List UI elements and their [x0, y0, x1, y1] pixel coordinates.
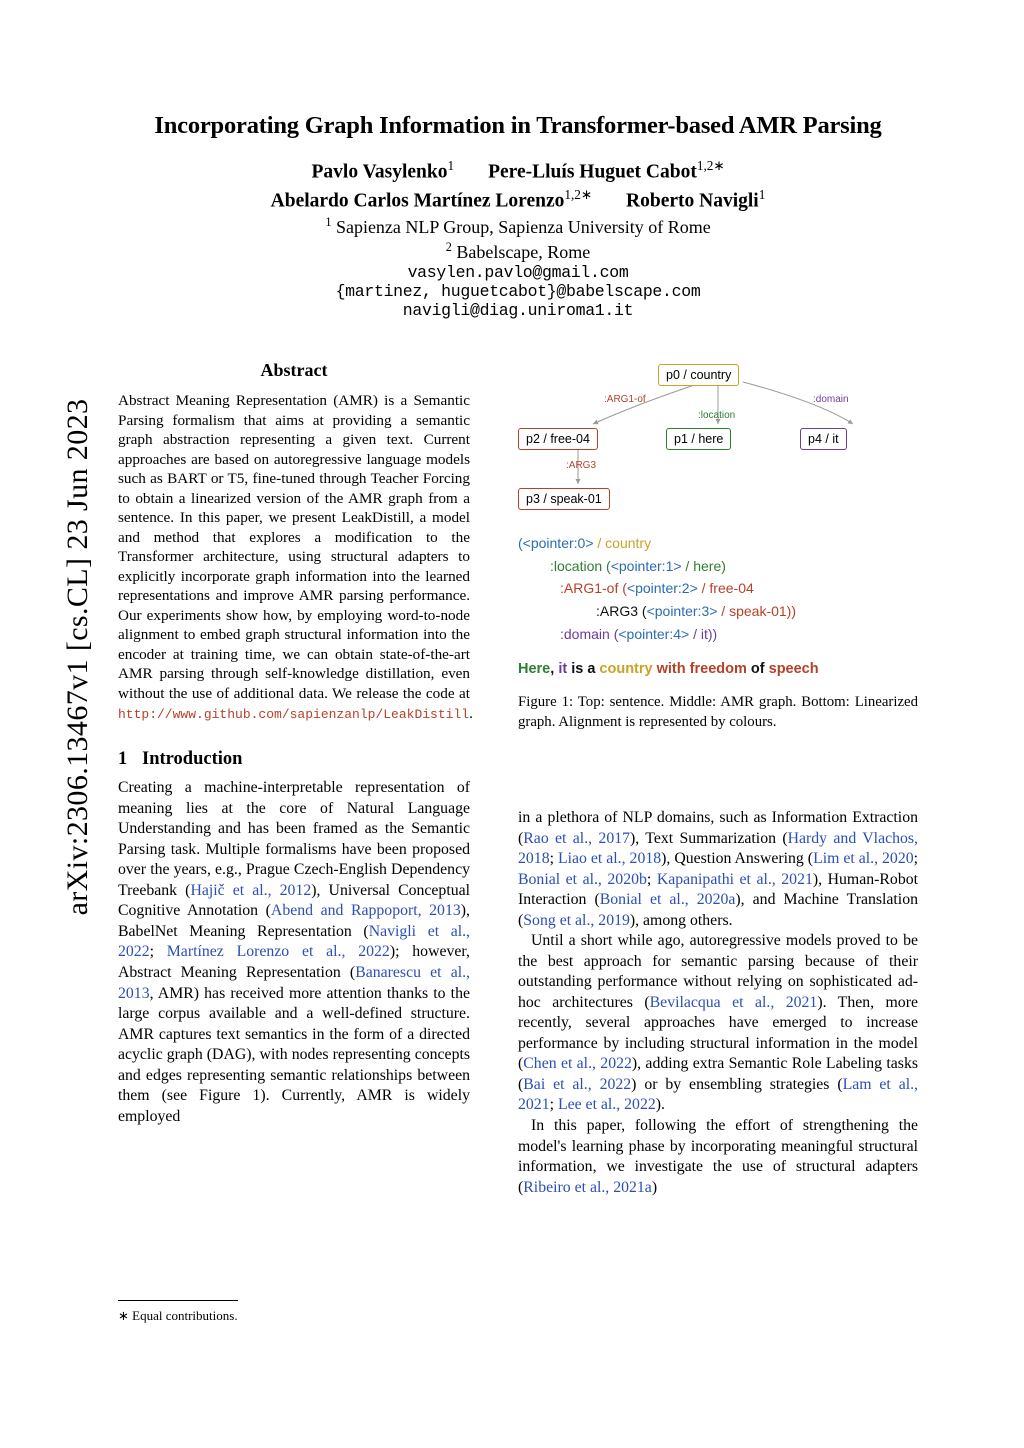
- right-paragraph-3: [518, 1116, 918, 1198]
- citation[interactable]: Hajič et al., 2012: [190, 881, 312, 899]
- text-run: ): [651, 1178, 658, 1196]
- author-name-4: Roberto Navigli: [626, 190, 759, 211]
- sentence-word-country: country: [599, 661, 653, 678]
- citation[interactable]: Lam et al., 2021: [518, 1075, 919, 1114]
- author-name-3: Abelardo Carlos Martínez Lorenzo: [270, 190, 565, 211]
- author-aff-mark-1: 1: [447, 158, 455, 173]
- code-url[interactable]: http://www.github.com/sapienzanlp/LeakDistill: [118, 706, 470, 722]
- linearized-row-4: [518, 600, 918, 623]
- arxiv-stamp: arXiv:2306.13467v1 [cs.CL] 23 Jun 2023: [61, 398, 94, 916]
- citation[interactable]: Lee et al., 2022: [557, 1096, 656, 1114]
- concept-speak-01: / speak-01)): [717, 603, 797, 620]
- author-line-2: [118, 187, 918, 213]
- citation[interactable]: Lim et al., 2020: [813, 850, 914, 868]
- abstract-text: Abstract Meaning Representation (AMR) is a Semantic Parsing formalism that aims at providing a semantic graph abstraction representing a given text. Current approaches are based on autoregressive language models such as BART or T5, fine-tuned through Teacher Forcing to obtain a linearized version of the AMR graph from a sentence. In this paper, we present LeakDistill, a model and method that explores a modification to the Transformer architecture, using structural adapters to explicitly incorporate graph information into the learned representations and improve AMR parsing performance. Our experiments show how, by employing word-to-node alignment to embed graph structural information into the encoder at training time, we can obtain state-of-the-art AMR parsing through self-knowledge distillation, even without the use of additional data. We release the code at: [118, 392, 470, 702]
- section-heading-introduction: [118, 749, 470, 770]
- pointer-4: <pointer:4>: [618, 625, 690, 642]
- linearized-row-1: [518, 532, 918, 555]
- figure-caption: Figure 1: Top: sentence. Middle: AMR graph. Bottom: Linearized graph. Alignment is represented by colours.: [518, 694, 918, 730]
- text-run: ;: [149, 943, 167, 961]
- text-run: ;: [646, 870, 657, 888]
- affiliation-2: [118, 240, 918, 263]
- relation-location: :location (: [550, 557, 611, 574]
- footnote-rule: [118, 1300, 238, 1301]
- amr-edge-location: :location: [698, 410, 736, 421]
- author-aff-mark-4: 1: [758, 186, 766, 202]
- citation[interactable]: Bonial et al., 2020a: [599, 891, 736, 909]
- sentence-word-it: it: [558, 661, 568, 678]
- text-run: ).: [655, 1096, 665, 1114]
- affiliation-1: [118, 215, 918, 238]
- pointer-0: (<pointer:0>: [518, 535, 594, 551]
- citation[interactable]: Chen et al., 2022: [523, 1055, 632, 1073]
- relation-domain: :domain (: [560, 625, 619, 642]
- left-column: [118, 360, 473, 1127]
- concept-free-04: / free-04: [697, 580, 754, 597]
- text-run: ), Text Summarization (: [630, 829, 788, 847]
- text-run: ;: [549, 850, 558, 868]
- author-line-1: [118, 158, 918, 184]
- text-run: ;: [913, 850, 919, 868]
- relation-arg1-of: :ARG1-of (: [560, 580, 627, 597]
- text-run: in a plethora of NLP domains, such as Information Extraction (: [518, 809, 918, 847]
- section-number: 1: [118, 749, 128, 770]
- right-paragraph-2: [518, 931, 918, 1116]
- text-run: In this paper, following the effort of strengthening the model's learning phase by incorporating meaningful structural information, we investigate the use of structural adapters (: [518, 1116, 918, 1196]
- text-run: , AMR) has received more attention thanks to the large corpus available and a well-defined structure. AMR captures text semantics in the form of a directed acyclic graph (DAG), with nodes representing concepts and edges representing semantic relationships between them (see Figure 1). Currently, AMR is widely employed: [118, 984, 470, 1125]
- text-run: ), adding extra Semantic Role Labeling tasks (: [518, 1055, 918, 1093]
- text-run: Creating a machine-interpretable representation of meaning lies at the core of Natural Language Understanding and has been framed as the Semantic Parsing task. Multiple formalisms have been proposed over the years, e.g., Prague Czech-English Dependency Treebank (: [118, 779, 470, 899]
- citation[interactable]: Martínez Lorenzo et al., 2022: [166, 943, 390, 961]
- affiliation-2-text: Babelscape, Rome: [451, 242, 591, 262]
- author-aff-mark-3: 1,2∗: [564, 186, 593, 202]
- right-paragraph-1: [518, 808, 918, 931]
- relation-arg3: :ARG3 (: [596, 603, 647, 620]
- citation[interactable]: Song et al., 2019: [523, 911, 630, 929]
- author-aff-mark-2: 1,2∗: [696, 158, 725, 173]
- author-name-2: Pere-Lluís Huguet Cabot: [488, 161, 697, 183]
- pointer-3: <pointer:3>: [646, 603, 718, 620]
- citation[interactable]: Rao et al., 2017: [523, 829, 631, 847]
- right-column-text: [518, 808, 918, 1198]
- amr-node-p2: p2 / free-04: [518, 428, 598, 450]
- citation[interactable]: Liao et al., 2018: [557, 850, 662, 868]
- amr-node-p3: p3 / speak-01: [518, 488, 610, 510]
- sentence-word-freedom: freedom: [689, 661, 747, 678]
- text-run: ). Then, more recently, several approaches have emerged to increase performance by including structural information in the model (: [518, 993, 918, 1073]
- amr-edge-domain: :domain: [813, 394, 849, 405]
- affiliation-2-mark: 2: [445, 240, 452, 254]
- sentence-word-a: a: [583, 661, 600, 678]
- linearized-row-2: [518, 555, 918, 578]
- abstract-body: [118, 391, 473, 723]
- author-name-1: Pavlo Vasylenko: [311, 161, 448, 183]
- concept-country: / country: [593, 535, 652, 551]
- citation[interactable]: Hardy and Vlachos, 2018: [518, 829, 918, 868]
- email-3: navigli@diag.uniroma1.it: [402, 301, 634, 320]
- abstract-heading: Abstract: [260, 360, 328, 380]
- sentence-word-speech: speech: [768, 661, 819, 678]
- email-2: {martinez, huguetcabot}@babelscape.com: [335, 282, 701, 301]
- sentence-word-with: with: [656, 661, 686, 678]
- amr-edge-arg3: :ARG3: [566, 460, 597, 471]
- text-run: ), Question Answering (: [661, 850, 814, 868]
- citation[interactable]: Kapanipathi et al., 2021: [656, 870, 813, 888]
- text-run: ), Universal Conceptual Cognitive Annotation (: [118, 881, 471, 920]
- author-block: [118, 158, 918, 320]
- sentence-punct-1: ,: [550, 661, 559, 678]
- concept-it: / it)): [689, 625, 718, 642]
- figure-sentence: [518, 661, 918, 677]
- text-run: ;: [549, 1096, 558, 1114]
- amr-edge-arg1-of: :ARG1-of: [604, 394, 646, 405]
- affiliation-1-mark: 1: [325, 215, 332, 229]
- sentence-word-is: is: [571, 661, 584, 678]
- text-run: ); however, Abstract Meaning Representation (: [118, 943, 470, 981]
- figure-1: [518, 360, 918, 732]
- citation[interactable]: Ribeiro et al., 2021a: [523, 1178, 652, 1196]
- abstract-text-end: .: [469, 704, 473, 722]
- text-run: ), and Machine Translation (: [518, 891, 918, 929]
- citation[interactable]: Bevilacqua et al., 2021: [649, 993, 818, 1011]
- text-run: Until a short while ago, autoregressive models proved to be the best approach for semantic parsing because of their outstanding performance without relying on sophisticated ad-hoc architectures (: [518, 932, 918, 1011]
- pointer-2: <pointer:2>: [626, 580, 698, 597]
- linearized-row-3: [518, 577, 918, 600]
- affiliation-1-text: Sapienza NLP Group, Sapienza University of Rome: [331, 217, 711, 237]
- text-run: ) or by ensembling strategies (: [631, 1075, 843, 1093]
- amr-graph: [518, 360, 918, 520]
- email-1: vasylen.pavlo@gmail.com: [407, 263, 629, 282]
- citation[interactable]: Bai et al., 2022: [523, 1075, 632, 1093]
- citation[interactable]: Banarescu et al., 2013: [118, 963, 471, 1002]
- section-title: Introduction: [142, 749, 243, 770]
- sentence-word-of: of: [746, 661, 769, 678]
- concept-here: / here): [681, 557, 726, 574]
- intro-paragraph-1: [118, 778, 470, 1127]
- sentence-word-here: Here: [518, 661, 551, 678]
- citation[interactable]: Abend and Rappoport, 2013: [270, 902, 461, 920]
- footnote-equal-contributions: ∗ Equal contributions.: [118, 1308, 238, 1323]
- linearized-graph: [518, 532, 918, 645]
- text-run: ), BabelNet Meaning Representation (: [118, 902, 470, 940]
- text-run: ), among others.: [629, 911, 733, 929]
- citation[interactable]: Bonial et al., 2020b: [518, 870, 647, 888]
- amr-node-p0: p0 / country: [658, 364, 739, 386]
- amr-node-p4: p4 / it: [800, 428, 847, 450]
- pointer-1: <pointer:1>: [610, 557, 682, 574]
- page-title: Incorporating Graph Information in Transformer-based AMR Parsing: [154, 112, 882, 139]
- text-run: ), Human-Robot Interaction (: [518, 870, 919, 909]
- citation[interactable]: Navigli et al., 2022: [118, 922, 471, 961]
- amr-node-p1: p1 / here: [666, 428, 731, 450]
- linearized-row-5: [518, 623, 918, 646]
